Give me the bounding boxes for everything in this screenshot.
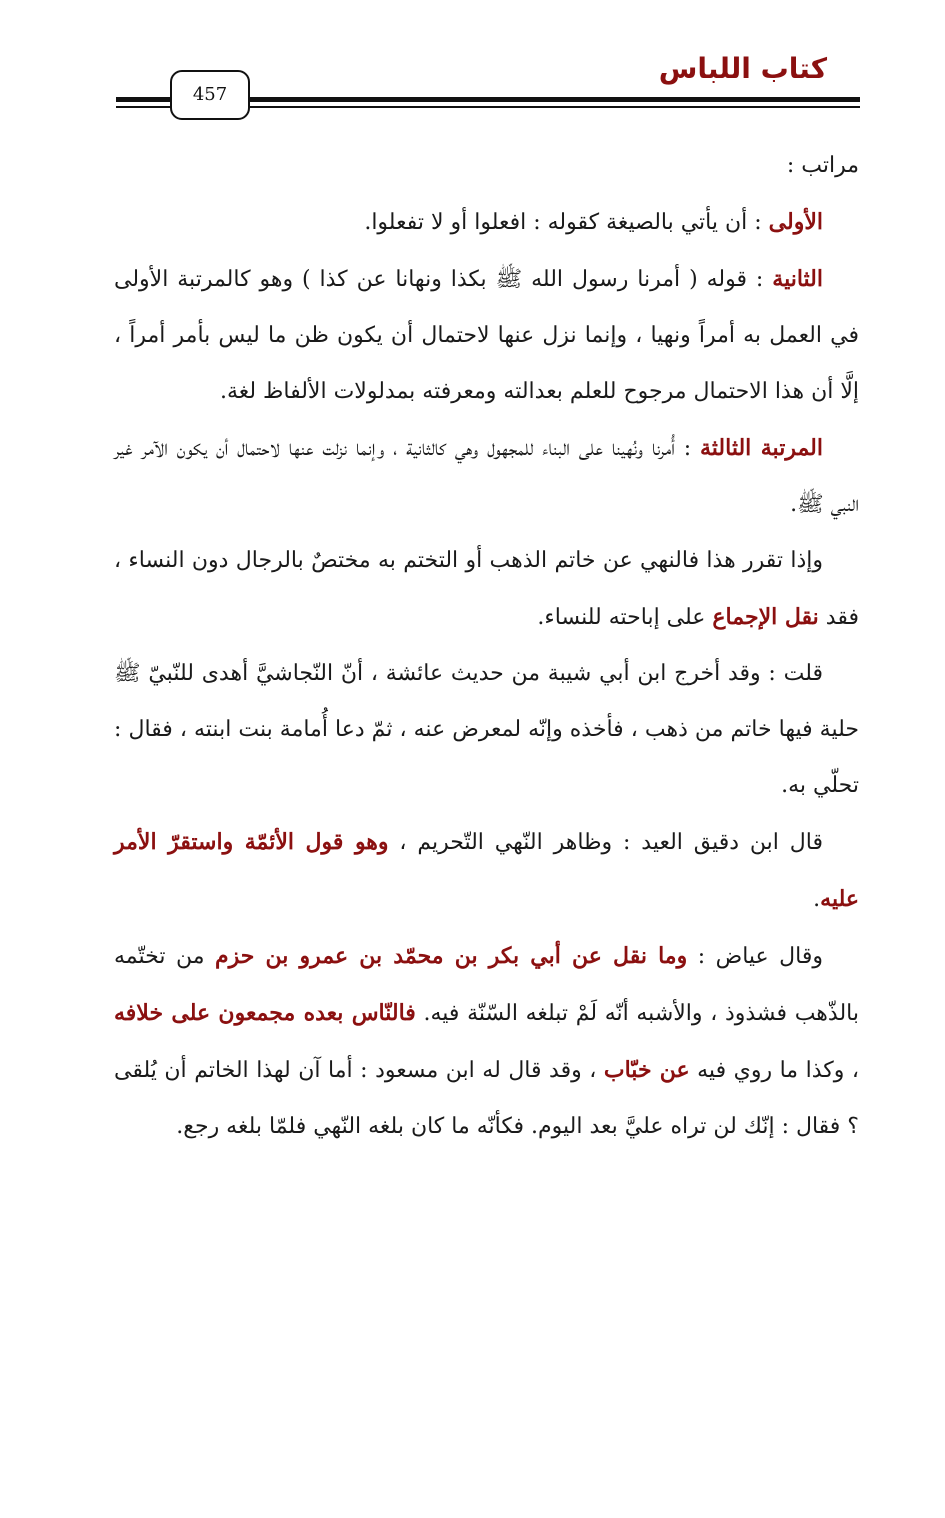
text-segment: مراتب : [786,153,859,178]
text-segment: وإذا تقرر هذا فالنهي عن خاتم الذهب أو التختم به مختصٌ بالرجال دون النساء ، فقد [114,548,859,630]
highlighted-phrase: نقل الإجماع [712,604,819,630]
paragraph [114,814,859,928]
page-number: 457 [170,70,250,120]
highlighted-phrase: الأولى [768,209,823,235]
highlighted-phrase: وما نقل عن أبي بكر بن محمّد بن عمرو بن حزم [214,943,688,969]
text-segment: . [813,887,821,912]
text-segment: من تختّمه بالذّهب فشذوذ ، والأشبه أنّه لَمْ تبلغه السّنّة فيه. [114,944,859,1026]
text-segment: : أُمرنا ونُهينا على البناء للمجهول وهي كالثانية ، وإنما نزلت عنها لاحتمال أن يكون الآمر غير النبي ﷺ. [114,436,859,517]
highlighted-phrase: وهو قول الأئمّة واستقرّ الأمر عليه [114,829,859,912]
text-segment: وقال عياض : [687,944,823,969]
book-title: كتاب اللباس [658,52,827,85]
page-header [0,0,945,130]
highlighted-phrase: عن خبّاب [603,1057,690,1083]
text-segment: : قوله ( أمرنا رسول الله ﷺ بكذا ونهانا عن كذا ) وهو كالمرتبة الأولى في العمل به أمراً ونهيا ، وإنما نزل عنها لاحتمال أن يكون ظن ما ليس بأمر أمراً ، إلَّا أن هذا الاحتمال مرجوح للعلم بعدالته ومعرفته بمدلولات الألفاظ لغة. [114,267,859,404]
text-segment: : أن يأتي بالصيغة كقوله : افعلوا أو لا تفعلوا. [364,210,769,235]
paragraph [114,138,859,194]
text-segment: على إباحته للنساء. [537,605,713,630]
text-segment: ، وكذا ما روي فيه [689,1058,859,1083]
highlighted-phrase: الثانية [772,266,823,292]
highlighted-phrase: فالنّاس بعده مجمعون على خلافه [114,1000,416,1026]
paragraph [114,194,859,251]
highlighted-phrase: المرتبة الثالثة [700,435,823,461]
text-segment: قلت : وقد أخرج ابن أبي شيبة من حديث عائشة ، أنّ النّجاشيَّ أهدى للنّبيّ ﷺ حلية فيها خاتم من ذهب ، فأخذه وإنّه لمعرض عنه ، ثمّ دعا أُمامة بنت ابنته ، فقال : تحلّي به. [114,661,859,798]
text-segment: ، وقد قال له ابن مسعود : أما آن لهذا الخاتم أن يُلقى ؟ فقال : إنّك لن تراه عليَّ بعد اليوم. فكأنّه ما كان بلغه النّهي فلمّا بلغه رجع. [114,1058,859,1139]
page-body [114,138,859,1155]
paragraph [114,533,859,646]
paragraph [114,928,859,1155]
paragraph [114,251,859,420]
paragraph [114,646,859,814]
text-segment: قال ابن دقيق العيد : وظاهر النّهي التّحريم ، [388,830,823,855]
paragraph [114,420,859,533]
